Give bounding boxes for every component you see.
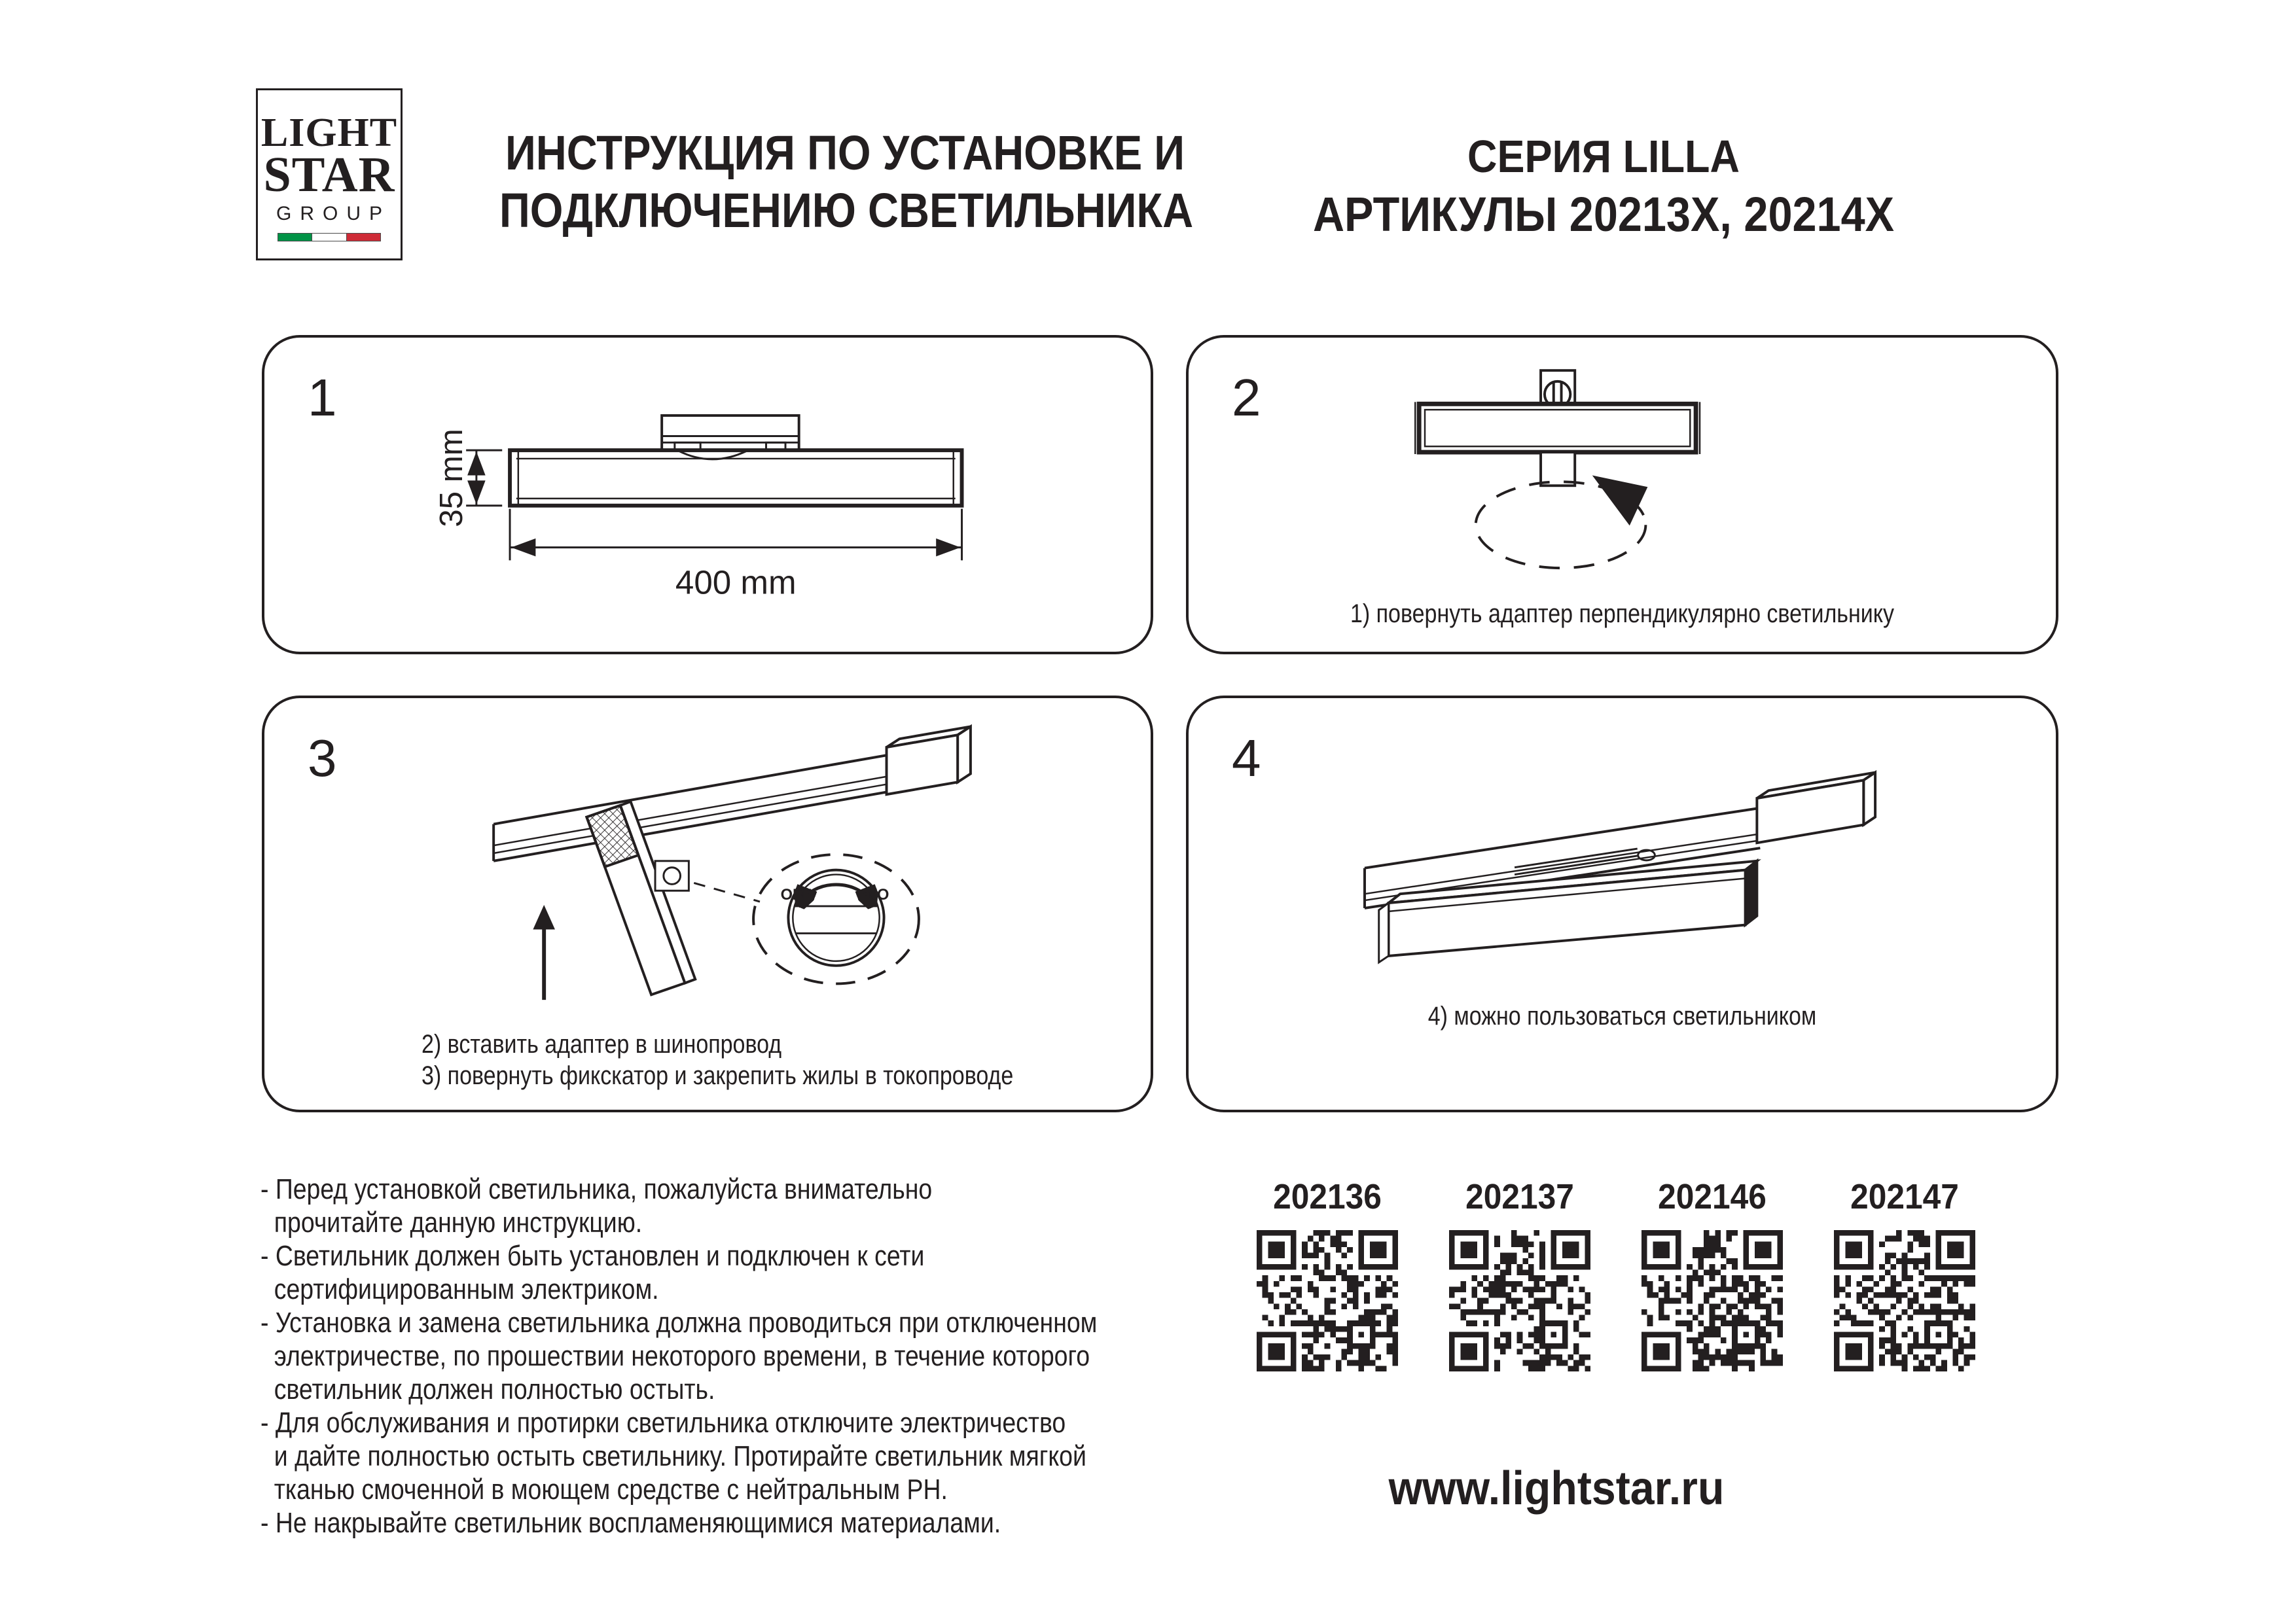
italian-flag-stripe — [278, 233, 381, 241]
warning-line: - Для обслуживания и протирки светильника отключите электричество — [260, 1407, 1066, 1439]
qr-code — [1449, 1230, 1590, 1371]
step2-caption: 1) повернуть адаптер перпендикулярно светильнику — [1350, 599, 1895, 628]
detail-off-label: OFF — [780, 887, 812, 904]
qr-code — [1834, 1230, 1975, 1371]
flag-white-segment — [312, 234, 346, 241]
step-number-1: 1 — [308, 368, 337, 427]
lightstar-logo — [256, 88, 403, 260]
article-number: 202147 — [1850, 1177, 1959, 1216]
warning-line: светильник должен полностью остыть. — [260, 1373, 715, 1405]
article-qr-item — [1257, 1176, 1398, 1371]
qr-code — [1641, 1230, 1783, 1371]
step-number-4: 4 — [1232, 729, 1261, 787]
warning-line: прочитайте данную инструкцию. — [260, 1207, 643, 1239]
warning-line: - Перед установкой светильника, пожалуйста внимательно — [260, 1173, 933, 1205]
article-number: 202146 — [1658, 1177, 1767, 1216]
article-qr-item — [1449, 1176, 1590, 1371]
step-number-3: 3 — [308, 729, 337, 787]
warning-line: электричестве, по прошествии некоторого времени, в течение которого — [260, 1340, 1090, 1372]
flag-red-segment — [347, 234, 380, 241]
qr-code — [1257, 1230, 1398, 1371]
step-number-2: 2 — [1232, 368, 1261, 427]
dimension-height-label: 35 mm — [433, 429, 470, 527]
step-panel-3 — [262, 696, 1153, 1112]
series-header — [1276, 128, 1931, 245]
detail-on-label: NO — [865, 887, 889, 904]
page-title-line2: ПОДКЛЮЧЕНИЮ СВЕТИЛЬНИКА — [499, 183, 1194, 238]
safety-warnings-list — [260, 1173, 1245, 1540]
article-qr-item — [1641, 1176, 1783, 1371]
website-url: www.lightstar.ru — [1388, 1462, 1725, 1515]
article-number: 202137 — [1465, 1177, 1574, 1216]
flag-green-segment — [278, 234, 312, 241]
warning-line: сертифицированным электриком. — [260, 1273, 659, 1305]
warning-line: и дайте полностью остыть светильнику. Протирайте светильник мягкой — [260, 1440, 1086, 1472]
step-panel-4 — [1186, 696, 2058, 1112]
warning-line: - Установка и замена светильника должна проводиться при отключенном — [260, 1307, 1098, 1339]
page-title-line1: ИНСТРУКЦИЯ ПО УСТАНОВКЕ И — [505, 126, 1185, 180]
articles-label: АРТИКУЛЫ 20213X, 20214X — [1312, 187, 1895, 241]
dimension-width-label: 400 mm — [675, 563, 797, 601]
article-number: 202136 — [1273, 1177, 1382, 1216]
step4-caption: 4) можно пользоваться светильником — [1427, 1002, 1817, 1031]
page-title — [499, 124, 1194, 239]
warning-line: - Не накрывайте светильник воспламеняющимися материалами. — [260, 1507, 1001, 1539]
warning-line: - Светильник должен быть установлен и подключен к сети — [260, 1240, 925, 1272]
step-panel-2 — [1186, 335, 2058, 654]
warning-line: тканью смоченной в моющем средстве с нейтральным PH. — [260, 1474, 948, 1506]
mounted-fixture-drawing — [1189, 698, 2056, 1110]
logo-word-star: STAR — [263, 147, 395, 202]
step3-caption-line1: 2) вставить адаптер в шинопровод — [422, 1030, 782, 1059]
logo-word-group: GROUP — [276, 203, 391, 224]
series-label: СЕРИЯ LILLA — [1467, 131, 1740, 182]
logo-word-light: LIGHT — [260, 111, 398, 155]
fixture-dimensions-drawing — [264, 338, 1151, 652]
step-panel-1 — [262, 335, 1153, 654]
article-qr-item — [1834, 1176, 1975, 1371]
step3-caption-line2: 3) повернуть фикскатор и закрепить жилы в токопроводе — [422, 1061, 1014, 1090]
